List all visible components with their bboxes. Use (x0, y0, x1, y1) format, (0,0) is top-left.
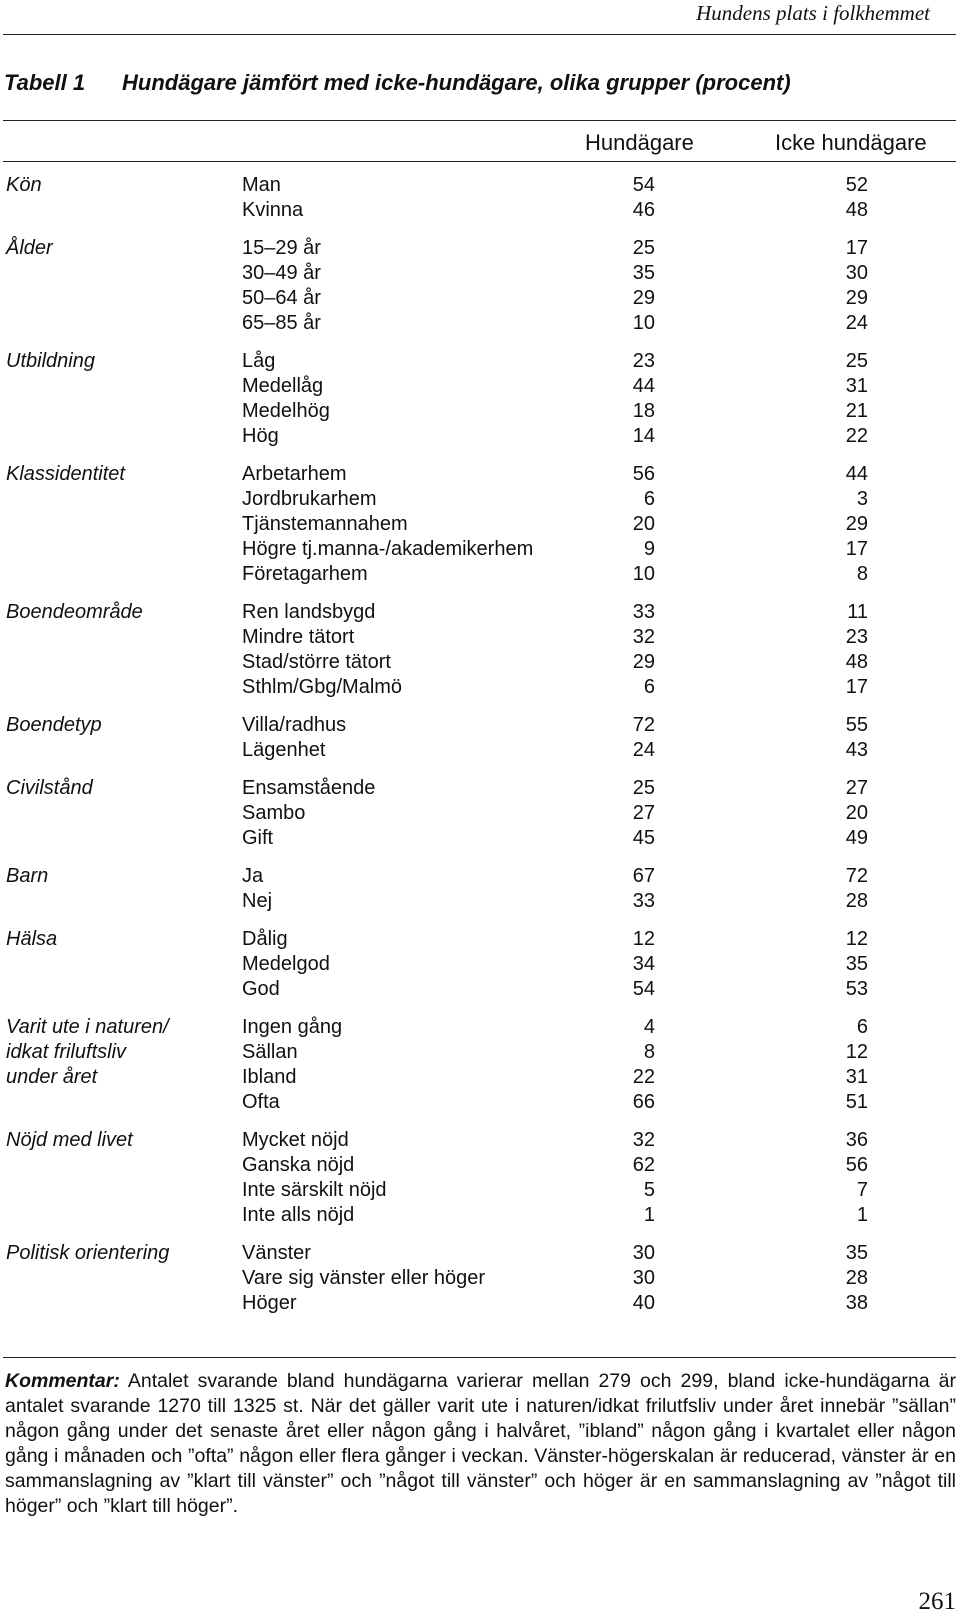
owner-value: 25 (632, 777, 655, 799)
owner-value: 33 (632, 601, 655, 623)
table-row (0, 889, 960, 914)
subgroup-label: Medelhög (242, 400, 330, 422)
owner-value: 54 (632, 174, 655, 196)
subgroup-label: Lägenhet (242, 739, 326, 761)
subgroup-label: Mindre tätort (242, 626, 355, 648)
non-owner-value: 17 (845, 237, 868, 259)
category-label: Kön (6, 174, 42, 196)
non-owner-value: 53 (845, 978, 868, 1000)
table-row (0, 826, 960, 851)
subgroup-label: Ren landsbygd (242, 601, 376, 623)
owner-value: 27 (632, 802, 655, 824)
non-owner-value: 29 (845, 287, 868, 309)
owner-value: 33 (632, 890, 655, 912)
subgroup-label: Villa/radhus (242, 714, 347, 736)
category-label: Civilstånd (6, 777, 93, 799)
owner-value: 54 (632, 978, 655, 1000)
owner-value: 5 (643, 1179, 655, 1201)
table-row (0, 1128, 960, 1153)
subgroup-label: Tjänstemannahem (242, 513, 408, 535)
non-owner-value: 23 (845, 626, 868, 648)
comment-label: Kommentar: (5, 1370, 120, 1392)
subgroup-label: Höger (242, 1292, 297, 1314)
category-label: Barn (6, 865, 49, 887)
owner-value: 30 (632, 1267, 655, 1289)
subgroup-label: Man (242, 174, 281, 196)
table-row (0, 399, 960, 424)
table-title: Hundägare jämfört med icke-hundägare, olika grupper (procent) (122, 70, 791, 95)
header-rule (3, 34, 956, 35)
subgroup-label: Ganska nöjd (242, 1154, 355, 1176)
owner-value: 6 (643, 676, 655, 698)
owner-value: 45 (632, 827, 655, 849)
column-header-rule (3, 161, 956, 162)
non-owner-value: 28 (845, 890, 868, 912)
non-owner-value: 35 (845, 1242, 868, 1264)
non-owner-value: 17 (845, 676, 868, 698)
owner-value: 40 (632, 1292, 655, 1314)
subgroup-label: Medelgod (242, 953, 330, 975)
subgroup-label: Jordbrukarhem (242, 488, 377, 510)
owner-value: 66 (632, 1091, 655, 1113)
non-owner-value: 30 (845, 262, 868, 284)
non-owner-value: 20 (845, 802, 868, 824)
non-owner-value: 22 (845, 425, 868, 447)
non-owner-value: 43 (845, 739, 868, 761)
table-row (0, 801, 960, 826)
table-top-rule (3, 120, 956, 121)
table-row (0, 1266, 960, 1291)
subgroup-label: Företagarhem (242, 563, 368, 585)
owner-value: 6 (643, 488, 655, 510)
non-owner-value: 31 (845, 375, 868, 397)
non-owner-value: 48 (845, 651, 868, 673)
non-owner-value: 12 (845, 1041, 868, 1063)
table-row (0, 198, 960, 223)
table-row (0, 1178, 960, 1203)
non-owner-value: 49 (845, 827, 868, 849)
comment-text: Antalet svarande bland hundägarna varierar mellan 279 och 299, bland icke-hundägarna är antalet svarande 1270 till 1325 st. När det gäller varit ute i naturen/idkat frilutfsliv under året innebär ”sällan” någon gång under det senaste året eller någon gång i halvåret, ”ibland” någon gång i kvartalet eller någon gång i månaden och ”ofta” någon eller flera gånger i veckan. Vänster-högerskalan är reducerad, vänster är en sammanslagning av ”klart till vänster” och ”något till vänster” och höger är en sammanslagning av ”något till höger” och ”klart till höger”. (5, 1370, 956, 1517)
table-row (0, 537, 960, 562)
non-owner-value: 6 (856, 1016, 868, 1038)
owner-value: 1 (643, 1204, 655, 1226)
owner-value: 10 (632, 563, 655, 585)
table-row (0, 424, 960, 449)
owner-value: 29 (632, 651, 655, 673)
category-label: Hälsa (6, 928, 58, 950)
non-owner-value: 35 (845, 953, 868, 975)
comment-note (5, 1369, 956, 1519)
subgroup-label: Kvinna (242, 199, 304, 221)
subgroup-label: Sthlm/Gbg/Malmö (242, 676, 403, 698)
category-label: Nöjd med livet (6, 1129, 133, 1151)
table-row (0, 173, 960, 198)
subgroup-label: Sambo (242, 802, 306, 824)
column-header-non-owner: Icke hundägare (775, 130, 927, 155)
owner-value: 32 (632, 1129, 655, 1151)
non-owner-value: 12 (845, 928, 868, 950)
owner-value: 9 (643, 538, 655, 560)
subgroup-label: Hög (242, 425, 279, 447)
table-row (0, 738, 960, 763)
subgroup-label: Nej (242, 890, 273, 912)
owner-value: 18 (632, 400, 655, 422)
subgroup-label: 15–29 år (242, 237, 321, 259)
table-row (0, 864, 960, 889)
non-owner-value: 31 (845, 1066, 868, 1088)
non-owner-value: 28 (845, 1267, 868, 1289)
table-row (0, 1291, 960, 1316)
owner-value: 8 (643, 1041, 655, 1063)
subgroup-label: Mycket nöjd (242, 1129, 349, 1151)
table-row (0, 713, 960, 738)
subgroup-label: Ensamstående (242, 777, 376, 799)
owner-value: 44 (632, 375, 655, 397)
table-row (0, 374, 960, 399)
category-label: Klassidentitet (6, 463, 125, 485)
table-row (0, 675, 960, 700)
subgroup-label: Ofta (242, 1091, 280, 1113)
non-owner-value: 44 (845, 463, 868, 485)
owner-value: 72 (632, 714, 655, 736)
subgroup-label: 50–64 år (242, 287, 321, 309)
owner-value: 34 (632, 953, 655, 975)
owner-value: 35 (632, 262, 655, 284)
category-label: Boendeområde (6, 601, 143, 623)
non-owner-value: 56 (845, 1154, 868, 1176)
table-row (0, 1065, 960, 1090)
subgroup-label: Ja (242, 865, 264, 887)
owner-value: 22 (632, 1066, 655, 1088)
category-label: Ålder (6, 237, 53, 259)
non-owner-value: 11 (847, 601, 868, 623)
subgroup-label: Ibland (242, 1066, 297, 1088)
subgroup-label: God (242, 978, 280, 1000)
owner-value: 23 (632, 350, 655, 372)
non-owner-value: 8 (856, 563, 868, 585)
table-row (0, 952, 960, 977)
owner-value: 10 (632, 312, 655, 334)
table-row (0, 462, 960, 487)
table-row (0, 1090, 960, 1115)
owner-value: 25 (632, 237, 655, 259)
non-owner-value: 52 (845, 174, 868, 196)
owner-value: 30 (632, 1242, 655, 1264)
non-owner-value: 72 (845, 865, 868, 887)
table-row (0, 286, 960, 311)
subgroup-label: 30–49 år (242, 262, 321, 284)
subgroup-label: Ingen gång (242, 1016, 343, 1038)
table-row (0, 1040, 960, 1065)
non-owner-value: 48 (845, 199, 868, 221)
table-row (0, 512, 960, 537)
table-row (0, 1203, 960, 1228)
running-head: Hundens plats i folkhemmet (696, 1, 930, 25)
non-owner-value: 29 (845, 513, 868, 535)
table-label: Tabell 1 (4, 70, 86, 95)
owner-value: 14 (632, 425, 655, 447)
table-row (0, 349, 960, 374)
table-row (0, 1241, 960, 1266)
non-owner-value: 24 (845, 312, 868, 334)
subgroup-label: Vare sig vänster eller höger (242, 1267, 486, 1289)
category-label: Utbildning (6, 350, 95, 372)
subgroup-label: Medellåg (242, 375, 324, 397)
table-row (0, 261, 960, 286)
owner-value: 62 (632, 1154, 655, 1176)
table-row (0, 927, 960, 952)
owner-value: 56 (632, 463, 655, 485)
table-row (0, 776, 960, 801)
table-row (0, 1015, 960, 1040)
subgroup-label: Arbetarhem (242, 463, 347, 485)
table-row (0, 1153, 960, 1178)
subgroup-label: Låg (242, 350, 276, 372)
non-owner-value: 27 (845, 777, 868, 799)
owner-value: 4 (643, 1016, 655, 1038)
table-row (0, 625, 960, 650)
table-bottom-rule (3, 1357, 956, 1358)
category-label: idkat friluftsliv (6, 1041, 127, 1063)
non-owner-value: 21 (845, 400, 868, 422)
owner-value: 32 (632, 626, 655, 648)
table-row (0, 311, 960, 336)
non-owner-value: 1 (856, 1204, 868, 1226)
owner-value: 67 (632, 865, 655, 887)
non-owner-value: 38 (845, 1292, 868, 1314)
column-header-owner: Hundägare (585, 130, 694, 155)
table-row (0, 487, 960, 512)
category-label: Politisk orientering (6, 1242, 170, 1264)
subgroup-label: Inte alls nöjd (242, 1204, 355, 1226)
subgroup-label: Gift (242, 827, 274, 849)
subgroup-label: Stad/större tätort (242, 651, 391, 673)
table-row (0, 600, 960, 625)
category-label: Boendetyp (6, 714, 102, 736)
non-owner-value: 55 (845, 714, 868, 736)
subgroup-label: 65–85 år (242, 312, 321, 334)
table-row (0, 236, 960, 261)
category-label: under året (6, 1066, 98, 1088)
non-owner-value: 36 (845, 1129, 868, 1151)
subgroup-label: Sällan (242, 1041, 298, 1063)
owner-value: 12 (632, 928, 655, 950)
non-owner-value: 51 (845, 1091, 868, 1113)
non-owner-value: 17 (845, 538, 868, 560)
subgroup-label: Vänster (242, 1242, 311, 1264)
category-label: Varit ute i naturen/ (6, 1016, 169, 1038)
owner-value: 46 (632, 199, 655, 221)
table-row (0, 562, 960, 587)
table-row (0, 977, 960, 1002)
subgroup-label: Dålig (242, 928, 288, 950)
owner-value: 20 (632, 513, 655, 535)
subgroup-label: Högre tj.manna-/akademikerhem (242, 538, 534, 560)
non-owner-value: 3 (856, 488, 868, 510)
owner-value: 24 (632, 739, 655, 761)
subgroup-label: Inte särskilt nöjd (242, 1179, 387, 1201)
table-row (0, 650, 960, 675)
owner-value: 29 (632, 287, 655, 309)
non-owner-value: 25 (845, 350, 868, 372)
page-number: 261 (918, 1588, 956, 1615)
non-owner-value: 7 (856, 1179, 868, 1201)
